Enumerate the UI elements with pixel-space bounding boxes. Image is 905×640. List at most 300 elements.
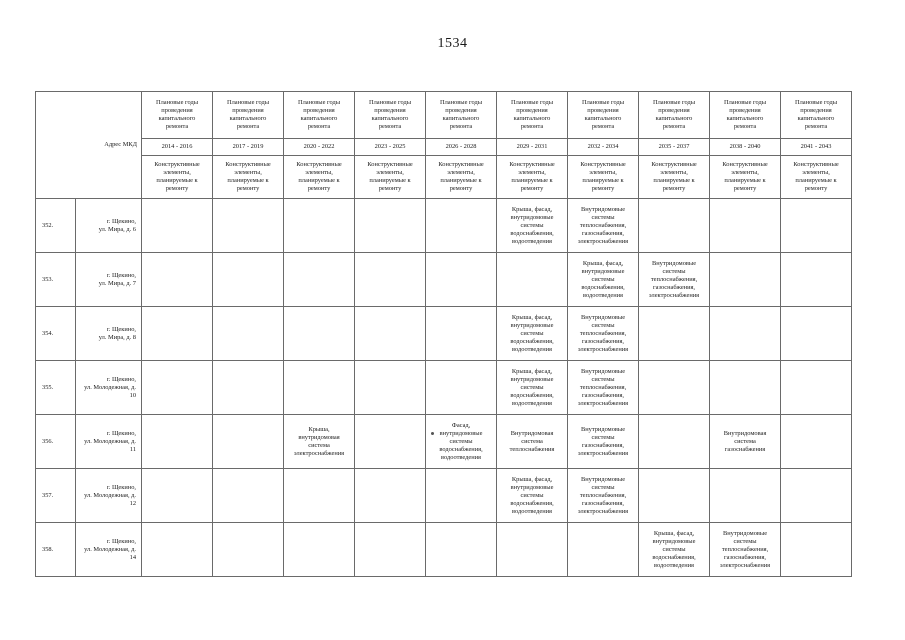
cell-text-line: внутридомовые [510, 375, 554, 383]
cell-text-line: элементы, [589, 169, 617, 176]
cell-text-line: газоснабжения, [724, 553, 767, 561]
cell-text-line: внутридомовые [652, 537, 696, 545]
cell-text-line: Плановые годы [653, 99, 696, 106]
repair-elements-cell [710, 523, 781, 577]
row-number: 354. [36, 307, 76, 361]
elements-header-cell [426, 156, 497, 199]
table-row [36, 307, 852, 361]
cell-text-line: системы [733, 537, 757, 545]
table-body [36, 92, 852, 577]
cell-text-line: проведения [729, 107, 761, 114]
repair-elements-cell [781, 415, 852, 469]
cell-text-line: Конструктивные [296, 161, 342, 168]
cell-text-line: Плановые годы [156, 99, 199, 106]
cell-text-line: планируемые к [724, 177, 766, 184]
cell-text-line: система [308, 441, 330, 449]
cell-text-line: ул. Молодежная, д. 14 [84, 545, 137, 561]
table-row [36, 469, 852, 523]
cell-text-line: планируемые к [298, 177, 340, 184]
cell-text-line: элементы, [234, 169, 262, 176]
row-number: 356. [36, 415, 76, 469]
cell-text-line: планируемые к [440, 177, 482, 184]
repair-elements-cell [568, 523, 639, 577]
cell-text-line: ремонта [165, 123, 189, 130]
repair-elements-cell [355, 199, 426, 253]
cell-text-line: системы [591, 433, 615, 441]
repair-elements-cell [639, 469, 710, 523]
cell-text-line: системы [591, 483, 615, 491]
cell-text-line: капитального [442, 115, 480, 122]
repair-elements-cell [568, 469, 639, 523]
cell-text-line: Плановые годы [582, 99, 625, 106]
cell-text-line: водоснабжения, [510, 337, 554, 345]
cell-text-line: система [521, 437, 543, 445]
cell-text-line: теплоснабжения, [579, 491, 627, 499]
repair-elements-cell [426, 253, 497, 307]
address-cell [76, 361, 142, 415]
repair-elements-cell [781, 469, 852, 523]
address-cell [76, 307, 142, 361]
capital-repair-table [35, 91, 852, 577]
repair-elements-cell [355, 253, 426, 307]
cell-text-line: внутридомовые [510, 321, 554, 329]
cell-text-line: Внутридомовые [580, 475, 626, 483]
elements-header-cell [142, 156, 213, 199]
cell-text-line: Внутридомовые [651, 259, 697, 267]
cell-text-line: Плановые годы [440, 99, 483, 106]
repair-elements-cell [497, 253, 568, 307]
repair-elements-cell [710, 469, 781, 523]
repair-elements-cell [781, 307, 852, 361]
cell-text-line: ремонту [662, 185, 686, 192]
cell-text-line: водоснабжения, [510, 391, 554, 399]
cell-text-line: планируемые к [227, 177, 269, 184]
repair-elements-cell [497, 361, 568, 415]
cell-text-line: Крыша, фасад, [511, 367, 553, 375]
cell-text-line: элементы, [163, 169, 191, 176]
row-number: 358. [36, 523, 76, 577]
cell-text-line: водоснабжения, [652, 553, 696, 561]
period-years-cell: 2014 - 2016 [142, 139, 213, 156]
repair-elements-cell [568, 199, 639, 253]
cell-text-line: ремонту [449, 185, 473, 192]
repair-elements-cell [355, 415, 426, 469]
cell-text-line: водоотведения [512, 345, 552, 353]
cell-text-line: теплоснабжения, [721, 545, 769, 553]
cell-text-line: ремонта [591, 123, 615, 130]
repair-elements-cell [142, 361, 213, 415]
cell-text-line: газоснабжения, [653, 283, 696, 291]
cell-text-line: Плановые годы [298, 99, 341, 106]
cell-text-line: г. Щекино, [106, 325, 137, 333]
repair-elements-cell [284, 307, 355, 361]
repair-elements-cell [355, 523, 426, 577]
cell-text-line: Внутридомовые [580, 313, 626, 321]
elements-header-cell [781, 156, 852, 199]
cell-text-line: Крыша, фасад, [582, 259, 624, 267]
repair-elements-cell [710, 253, 781, 307]
cell-text-line: электроснабжения [577, 507, 629, 515]
cell-text-line: проведения [161, 107, 193, 114]
repair-elements-cell [497, 523, 568, 577]
cell-text-line: электроснабжения [577, 399, 629, 407]
cell-text-line: ул. Мира, д. 7 [98, 279, 137, 287]
cell-text-line: теплоснабжения, [579, 221, 627, 229]
repair-elements-cell [355, 307, 426, 361]
cell-text-line: теплоснабжения, [650, 275, 698, 283]
cell-text-line: теплоснабжения [509, 445, 555, 453]
cell-text-line: Внутридомовые [580, 425, 626, 433]
cell-text-line: внутридомовые [510, 483, 554, 491]
cell-text-line: капитального [229, 115, 267, 122]
repair-elements-cell [213, 415, 284, 469]
cell-text-line: электроснабжения [577, 345, 629, 353]
cell-text-line: ул. Молодежная, д. 12 [84, 491, 137, 507]
cell-text-line: капитального [371, 115, 409, 122]
repair-elements-cell [497, 307, 568, 361]
cell-text-line: электроснабжения [293, 449, 345, 457]
row-number: 353. [36, 253, 76, 307]
cell-text-line: Внутридомовые [722, 529, 768, 537]
elements-header-cell [284, 156, 355, 199]
repair-elements-cell [781, 523, 852, 577]
cell-text-line: ремонту [378, 185, 402, 192]
cell-text-line: Конструктивные [793, 161, 839, 168]
cell-text-line: системы [520, 329, 544, 337]
header-row-period-title [36, 92, 852, 139]
cell-text-line: г. Щекино, [106, 375, 137, 383]
repair-elements-cell [213, 199, 284, 253]
elements-header-cell [355, 156, 426, 199]
cell-text-line: ремонта [449, 123, 473, 130]
cell-text-line: газоснабжения, [582, 441, 625, 449]
cell-text-line: электроснабжения [648, 291, 700, 299]
cell-text-line: водоснабжения, [510, 499, 554, 507]
table-row [36, 415, 852, 469]
cell-text-line: теплоснабжения, [579, 383, 627, 391]
period-title-cell [781, 92, 852, 139]
cell-text-line: ул. Молодежная, д. 11 [84, 437, 137, 453]
period-years-cell: 2035 - 2037 [639, 139, 710, 156]
cell-text-line: внутридомовые [510, 213, 554, 221]
cell-text-line: газоснабжения, [582, 391, 625, 399]
address-cell [76, 199, 142, 253]
cell-text-line: элементы, [660, 169, 688, 176]
repair-elements-cell [710, 415, 781, 469]
cell-text-line: планируемые к [582, 177, 624, 184]
cell-text-line: г. Щекино, [106, 217, 137, 225]
cell-text-line: системы [591, 213, 615, 221]
repair-elements-cell [213, 253, 284, 307]
repair-elements-cell [284, 361, 355, 415]
cell-text-line: Конструктивные [580, 161, 626, 168]
repair-elements-cell [497, 199, 568, 253]
cell-text-line: Крыша, фасад, [511, 205, 553, 213]
repair-elements-cell [639, 523, 710, 577]
repair-elements-cell [639, 361, 710, 415]
cell-text-line: элементы, [731, 169, 759, 176]
cell-text-line: электроснабжения [719, 561, 771, 569]
cell-text-line: Плановые годы [511, 99, 554, 106]
cell-text-line: водоснабжения, [510, 229, 554, 237]
address-cell [76, 253, 142, 307]
cell-text-line: Конструктивные [438, 161, 484, 168]
repair-elements-cell [426, 415, 497, 469]
cell-text-line: Плановые годы [795, 99, 838, 106]
repair-elements-cell [355, 469, 426, 523]
cell-text-line: капитального [158, 115, 196, 122]
repair-elements-cell [426, 523, 497, 577]
period-title-cell [142, 92, 213, 139]
cell-text-line: ремонта [236, 123, 260, 130]
cell-text-line: водоотведения [654, 561, 694, 569]
cell-text-line: ул. Молодежная, д. 10 [84, 383, 137, 399]
header-row-periods [36, 139, 852, 156]
cell-text-line: элементы, [376, 169, 404, 176]
cell-text-line: г. Щекино, [106, 537, 137, 545]
repair-elements-cell [639, 199, 710, 253]
cell-text-line: элементы, [518, 169, 546, 176]
repair-elements-cell [639, 253, 710, 307]
repair-elements-cell [142, 307, 213, 361]
table-row [36, 199, 852, 253]
repair-elements-cell [639, 307, 710, 361]
repair-elements-cell [355, 361, 426, 415]
cell-text-line: внутридомовая [298, 433, 340, 441]
row-number: 357. [36, 469, 76, 523]
cell-text-line: ремонта [520, 123, 544, 130]
cell-text-line: системы [662, 267, 686, 275]
cell-text-line: Конструктивные [225, 161, 271, 168]
cell-text-line: ул. Мира, д. 6 [98, 225, 137, 233]
period-title-cell [568, 92, 639, 139]
cell-text-line: проведения [800, 107, 832, 114]
cell-text-line: электроснабжения [577, 237, 629, 245]
repair-elements-cell [142, 199, 213, 253]
period-years-cell: 2026 - 2028 [426, 139, 497, 156]
repair-elements-cell [142, 415, 213, 469]
cell-text-line: системы [591, 321, 615, 329]
cell-text-line: планируемые к [511, 177, 553, 184]
cell-text-line: водоотведения [583, 291, 623, 299]
cell-text-line: Конструктивные [367, 161, 413, 168]
cell-text-line: капитального [797, 115, 835, 122]
period-years-cell: 2041 - 2043 [781, 139, 852, 156]
cell-text-line: системы [520, 491, 544, 499]
cell-text-line: планируемые к [156, 177, 198, 184]
cell-text-line: ул. Мира, д. 8 [98, 333, 137, 341]
cell-text-line: газоснабжения, [582, 337, 625, 345]
cell-text-line: Крыша, фасад, [511, 475, 553, 483]
cell-text-line: г. Щекино, [106, 271, 137, 279]
period-title-cell [710, 92, 781, 139]
cell-text-line: ремонту [804, 185, 828, 192]
cell-text-line: ремонту [591, 185, 615, 192]
cell-text-line: водоотведения [512, 399, 552, 407]
cell-text-line: Плановые годы [724, 99, 767, 106]
row-number: 355. [36, 361, 76, 415]
repair-elements-cell [284, 253, 355, 307]
repair-elements-cell [213, 361, 284, 415]
cell-text-line: газоснабжения, [582, 229, 625, 237]
cell-text-line: ремонту [520, 185, 544, 192]
cell-text-line: Плановые годы [369, 99, 412, 106]
elements-header-cell [710, 156, 781, 199]
cell-text-line: элементы, [305, 169, 333, 176]
repair-elements-cell [142, 523, 213, 577]
table-row [36, 253, 852, 307]
cell-text-line: Крыша, фасад, [511, 313, 553, 321]
cell-text-line: капитального [726, 115, 764, 122]
repair-elements-cell [781, 253, 852, 307]
address-cell [76, 523, 142, 577]
repair-elements-cell [142, 253, 213, 307]
cell-text-line: капитального [513, 115, 551, 122]
cell-text-line: планируемые к [653, 177, 695, 184]
cell-text-line: элементы, [802, 169, 830, 176]
cell-text-line: водоснабжения, [439, 445, 483, 453]
cell-text-line: планируемые к [795, 177, 837, 184]
cell-text-line: водоснабжения, [581, 283, 625, 291]
cell-text-line: Внутридомовые [580, 367, 626, 375]
address-cell [76, 469, 142, 523]
period-title-cell [213, 92, 284, 139]
cell-text-line: электроснабжения [577, 449, 629, 457]
repair-elements-cell [639, 415, 710, 469]
cell-text-line: теплоснабжения, [579, 329, 627, 337]
cell-text-line: капитального [300, 115, 338, 122]
cell-text-line: системы [591, 275, 615, 283]
cell-text-line: Плановые годы [227, 99, 270, 106]
cell-text-line: проведения [374, 107, 406, 114]
cell-text-line: проведения [303, 107, 335, 114]
repair-elements-cell [497, 469, 568, 523]
period-title-cell [355, 92, 426, 139]
repair-elements-cell [142, 469, 213, 523]
cell-text-line: ремонта [804, 123, 828, 130]
cell-text-line: система [734, 437, 756, 445]
cell-text-line: системы [591, 375, 615, 383]
cell-text-line: Внутридомовая [510, 429, 554, 437]
period-years-cell: 2029 - 2031 [497, 139, 568, 156]
cell-text-line: проведения [232, 107, 264, 114]
cell-text-line: Конструктивные [722, 161, 768, 168]
cell-text-line: системы [520, 221, 544, 229]
repair-elements-cell [426, 307, 497, 361]
repair-elements-cell [710, 307, 781, 361]
repair-elements-cell [284, 415, 355, 469]
cell-text-line: Внутридомовая [723, 429, 767, 437]
table-row [36, 361, 852, 415]
cell-text-line: капитального [655, 115, 693, 122]
repair-elements-cell [568, 415, 639, 469]
cell-text-line: газоснабжения [724, 445, 766, 453]
repair-elements-cell [213, 523, 284, 577]
address-header: Адрес МКД [36, 92, 142, 199]
period-title-cell [497, 92, 568, 139]
cell-text-line: Фасад, [451, 421, 471, 429]
cell-text-line: проведения [445, 107, 477, 114]
period-years-cell: 2020 - 2022 [284, 139, 355, 156]
cell-text-line: г. Щекино, [106, 483, 137, 491]
cell-text-line: ремонту [733, 185, 757, 192]
cell-text-line: Конструктивные [509, 161, 555, 168]
repair-elements-cell [426, 469, 497, 523]
cell-text-line: ремонта [307, 123, 331, 130]
repair-elements-cell [213, 307, 284, 361]
repair-elements-cell [284, 523, 355, 577]
cell-text-line: водоотведения [512, 237, 552, 245]
period-title-cell [639, 92, 710, 139]
repair-elements-cell [426, 361, 497, 415]
page-number: 1534 [437, 36, 468, 51]
cell-text-line: ремонту [307, 185, 331, 192]
cell-text-line: системы [449, 437, 473, 445]
repair-elements-cell [710, 361, 781, 415]
cell-text-line: Конструктивные [651, 161, 697, 168]
cell-text-line: элементы, [447, 169, 475, 176]
period-title-cell [284, 92, 355, 139]
repair-elements-cell [568, 307, 639, 361]
cell-text-line: Конструктивные [154, 161, 200, 168]
cell-text-line: газоснабжения, [582, 499, 625, 507]
elements-header-cell [639, 156, 710, 199]
elements-header-cell [568, 156, 639, 199]
cell-text-line: г. Щекино, [106, 429, 137, 437]
cell-text-line: планируемые к [369, 177, 411, 184]
header-row-elements [36, 156, 852, 199]
period-years-cell: 2017 - 2019 [213, 139, 284, 156]
cell-text-line: проведения [587, 107, 619, 114]
cell-text-line: водоотведения [512, 507, 552, 515]
cell-text-line: капитального [584, 115, 622, 122]
elements-header-cell [213, 156, 284, 199]
cell-text-line: водоотведения [441, 453, 481, 461]
row-number: 352. [36, 199, 76, 253]
repair-elements-cell [426, 199, 497, 253]
cell-text-line: ремонту [165, 185, 189, 192]
cell-text-line: Крыша, фасад, [653, 529, 695, 537]
cell-text-line: системы [662, 545, 686, 553]
period-title-cell [426, 92, 497, 139]
cell-text-line: ремонта [662, 123, 686, 130]
address-cell [76, 415, 142, 469]
repair-elements-cell [710, 199, 781, 253]
cell-text-line: Крыша, [308, 425, 330, 433]
period-years-cell: 2038 - 2040 [710, 139, 781, 156]
cell-text-line: ремонту [236, 185, 260, 192]
cell-text-line: ремонта [378, 123, 402, 130]
cell-text-line: проведения [658, 107, 690, 114]
repair-elements-cell [781, 199, 852, 253]
repair-elements-cell [284, 199, 355, 253]
cell-text-line: Внутридомовые [580, 205, 626, 213]
scan-mark [431, 432, 434, 435]
cell-text-line: проведения [516, 107, 548, 114]
repair-elements-cell [284, 469, 355, 523]
period-years-cell: 2032 - 2034 [568, 139, 639, 156]
period-years-cell: 2023 - 2025 [355, 139, 426, 156]
cell-text-line: внутридомовые [439, 429, 483, 437]
elements-header-cell [497, 156, 568, 199]
repair-elements-cell [213, 469, 284, 523]
repair-elements-cell [781, 361, 852, 415]
repair-elements-cell [497, 415, 568, 469]
cell-text-line: системы [520, 383, 544, 391]
repair-elements-cell [568, 253, 639, 307]
table-row [36, 523, 852, 577]
cell-text-line: внутридомовые [581, 267, 625, 275]
